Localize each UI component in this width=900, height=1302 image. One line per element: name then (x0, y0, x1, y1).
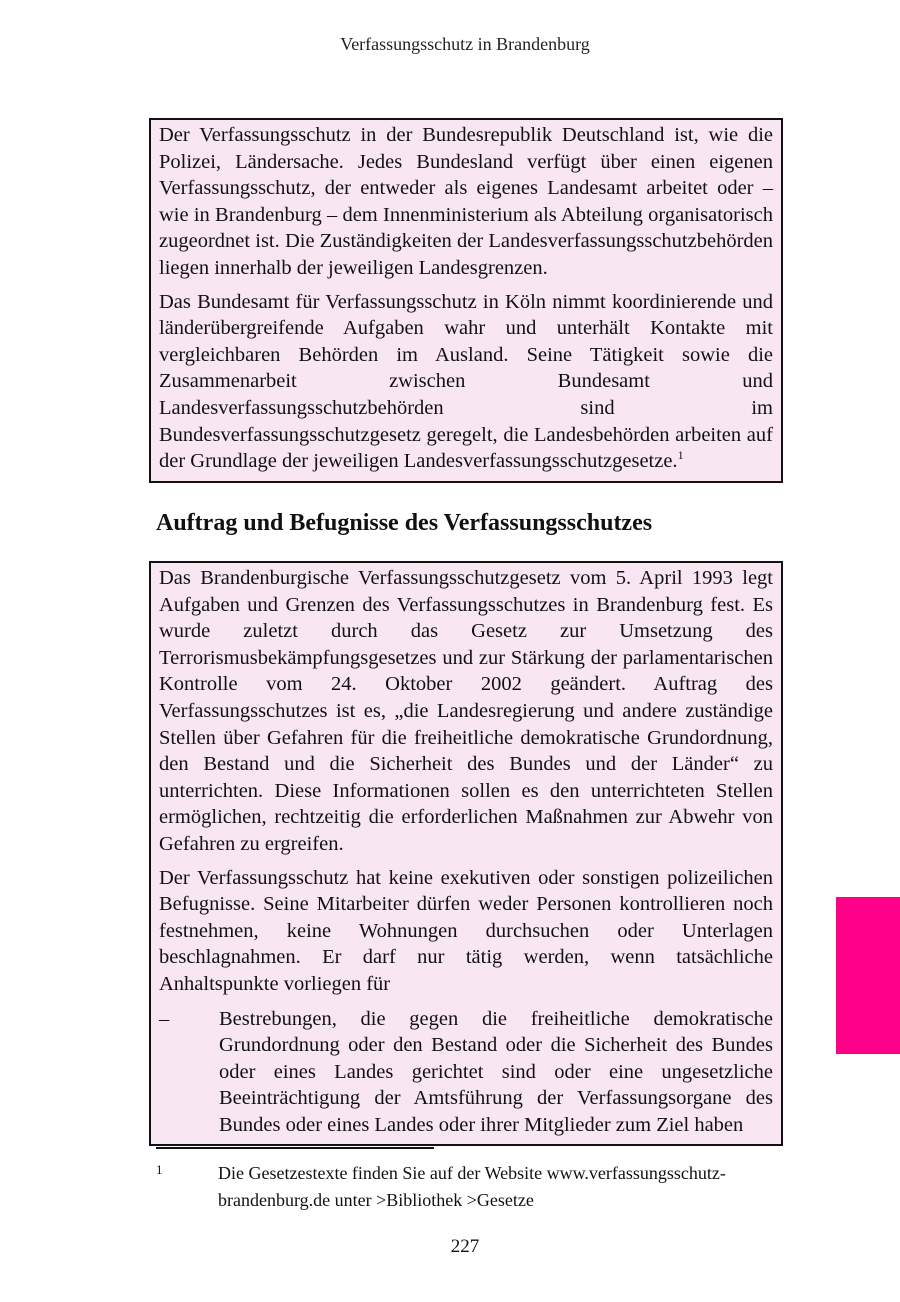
box1-paragraph-1: Der Verfassungsschutz in der Bundesrepublik Deutschland ist, wie die Polizei, Ländersache. Jedes Bundesland verfügt über einen eigenen Verfassungsschutz, der entweder als eigenes Landesamt arbeitet oder – wie in Brandenburg – dem Innenministerium als Abteilung organisatorisch zugeordnet ist. Die Zuständigkeiten der Landesverfassungsschutzbehörden liegen innerhalb der jeweiligen Landesgrenzen. (159, 124, 773, 279)
footnote (156, 1160, 776, 1214)
dash-marker: – (159, 1007, 170, 1030)
footnote-text: Die Gesetzestexte finden Sie auf der Website www.verfassungsschutz-brandenburg.de unter >Bibliothek >Gesetze (218, 1163, 726, 1210)
page-number: 227 (450, 1236, 480, 1257)
info-box-verfassungsschutz-laender (149, 118, 783, 483)
running-header: Verfassungsschutz in Brandenburg (340, 34, 590, 54)
list-item-text: Bestrebungen, die gegen die freiheitliche demokratische Grundordnung oder den Bestand oder die Sicherheit des Bundes oder eines Landes gerichtet sind oder eine ungesetzliche Beeinträchtigung der Amtsführung der Verfassungsorgane des Bundes oder eines Landes oder ihrer Mitglieder zum Ziel haben (219, 1007, 773, 1136)
list-item (159, 1006, 773, 1139)
box1-paragraph-2 (159, 289, 773, 475)
info-box-auftrag-befugnisse (149, 561, 783, 1146)
box2-paragraph-2: Der Verfassungsschutz hat keine exekutiven oder sonstigen polizeilichen Befugnisse. Seine Mitarbeiter dürfen weder Personen kontrollieren noch festnehmen, keine Wohnungen durchsuchen oder Unterlagen beschlagnahmen. Er darf nur tätig werden, wenn tatsächliche Anhaltspunkte vorliegen für (159, 866, 773, 995)
box2-paragraph-1: Das Brandenburgische Verfassungsschutzgesetz vom 5. April 1993 legt Aufgaben und Grenzen des Verfassungsschutzes in Brandenburg fest. Es wurde zuletzt durch das Gesetz zur Umsetzung des Terrorismusbekämpfungsgesetzes und zur Stärkung der parlamentarischen Kontrolle vom 24. Oktober 2002 geändert. Auftrag des Verfassungsschutzes ist es, „die Landesregierung und andere zuständige Stellen über Gefahren für die freiheitliche demokratische Grundordnung, den Bestand und die Sicherheit des Bundes und der Länder“ zu unterrichten. Diese Informationen sollen es den unterrichteten Stellen ermöglichen, rechtzeitig die erforderlichen Maßnahmen zur Abwehr von Gefahren zu ergreifen. (159, 567, 773, 855)
footnote-number: 1 (156, 1162, 163, 1177)
footnote-reference[interactable]: 1 (677, 448, 684, 463)
section-heading: Auftrag und Befugnisse des Verfassungsschutzes (156, 510, 653, 536)
chapter-marker-tab (836, 897, 900, 1054)
footnote-divider (156, 1147, 434, 1149)
box1-paragraph-2-text: Das Bundesamt für Verfassungsschutz in Köln nimmt koordinierende und länderübergreifende Aufgaben wahr und unterhält Kontakte mit vergleichbaren Behörden im Ausland. Seine Tätigkeit sowie die Zusammenarbeit zwischen Bundesamt und Landesverfassungsschutzbehörden sind im Bundesverfassungsschutzgesetz geregelt, die Landesbehörden arbeiten auf der Grundlage der jeweiligen Landesverfassungsschutzgesetze. (159, 290, 773, 473)
